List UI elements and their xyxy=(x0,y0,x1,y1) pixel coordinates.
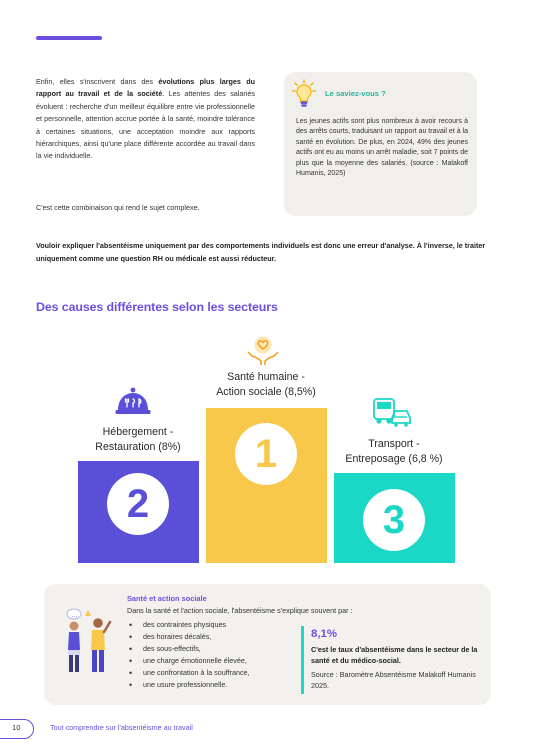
podium-label-rank-1 xyxy=(186,370,346,399)
stat-description: C'est le taux d'absentéisme dans le secteur de la santé et du médico-social. xyxy=(311,645,478,666)
list-item: • des sous-effectifs, xyxy=(129,643,250,655)
tip-text: Les jeunes actifs sont plus nombreux à avoir recours à des arrêts courts, traduisant un rapport au travail et à la santé en évolution. De plus, en 2024, 49% des jeunes actifs ont eu au moins un arrêt maladie, soit 7 points de plus que la moyenne des salariés. (source : Malakoff Humanis, 2025) xyxy=(296,118,468,178)
stat-accent-bar xyxy=(301,626,304,694)
podium-1-line1: Santé humaine - xyxy=(227,371,305,383)
list-item: • une confrontation à la souffrance, xyxy=(129,667,250,679)
workers-illustration xyxy=(52,606,118,681)
tip-title: Le saviez-vous ? xyxy=(325,89,386,98)
list-item: • des contraintes physiques xyxy=(129,619,250,631)
cause-list xyxy=(129,619,250,692)
list-item: • des horaires décalés, xyxy=(129,631,250,643)
cloche-icon xyxy=(114,386,152,423)
footer-title: Tout comprendre sur l'absentéisme au travail xyxy=(50,723,193,732)
box-title: Santé et action sociale xyxy=(127,594,207,603)
page-number: 10 xyxy=(12,723,21,732)
podium-1-line2: Action sociale (8,5%) xyxy=(216,385,316,398)
podium-3-line2: Entreposage (6,8 %) xyxy=(345,452,443,465)
stat-percentage: 8,1% xyxy=(311,628,337,640)
podium-rank-2-badge: 2 xyxy=(107,473,169,535)
conclusion-paragraph: Vouloir expliquer l'absentéisme uniquement par des comportements individuels est donc une erreur d'analyse. À l'inverse, le traiter uniquement comme une question RH ou médicale est aussi réducteur. xyxy=(36,241,486,263)
podium-rank-1-badge: 1 xyxy=(235,423,297,485)
heart-hands-icon xyxy=(246,334,280,371)
intro-text-a: Enfin, elles s'inscrivent dans des xyxy=(36,77,159,86)
box-intro: Dans la santé et l'action sociale, l'absentéisme s'explique souvent par : xyxy=(127,606,353,615)
podium-label-rank-2 xyxy=(58,425,218,454)
list-item: • une usure professionnelle. xyxy=(129,679,250,691)
podium-2-line2: Restauration (8%) xyxy=(95,440,181,453)
lightbulb-icon xyxy=(292,79,316,114)
podium-label-rank-3 xyxy=(314,437,474,466)
bus-car-icon xyxy=(372,397,412,432)
intro-text-c: . Les attentes des salariés évoluent : recherche d'un meilleur équilibre entre vie professionnelle et personnelle, attention accrue portée à la santé, moindre tolérance à certaines situations, une acceptation moindre aux rapports hiérarchiques, ainsi qu'une place différente accordée au travail dans la vie individuelle. xyxy=(36,89,255,161)
intro-text-bold: évolutions plus larges du rapport au travail et de la société xyxy=(36,77,255,99)
podium-3-line1: Transport - xyxy=(368,438,420,450)
top-accent-bar xyxy=(36,36,102,40)
podium-2-line1: Hébergement - xyxy=(102,426,174,438)
stat-source: Source : Baromètre Absentéisme Malakoff Humanis 2025. xyxy=(311,670,476,691)
podium-rank-3-badge: 3 xyxy=(363,489,425,551)
svg-text:…: … xyxy=(71,612,78,619)
list-item: • une charge émotionnelle élevée, xyxy=(129,655,250,667)
intro-paragraph-2: C'est cette combinaison qui rend le sujet complexe. xyxy=(36,203,200,212)
section-title: Des causes différentes selon les secteurs xyxy=(36,300,278,314)
intro-paragraph xyxy=(36,76,255,163)
